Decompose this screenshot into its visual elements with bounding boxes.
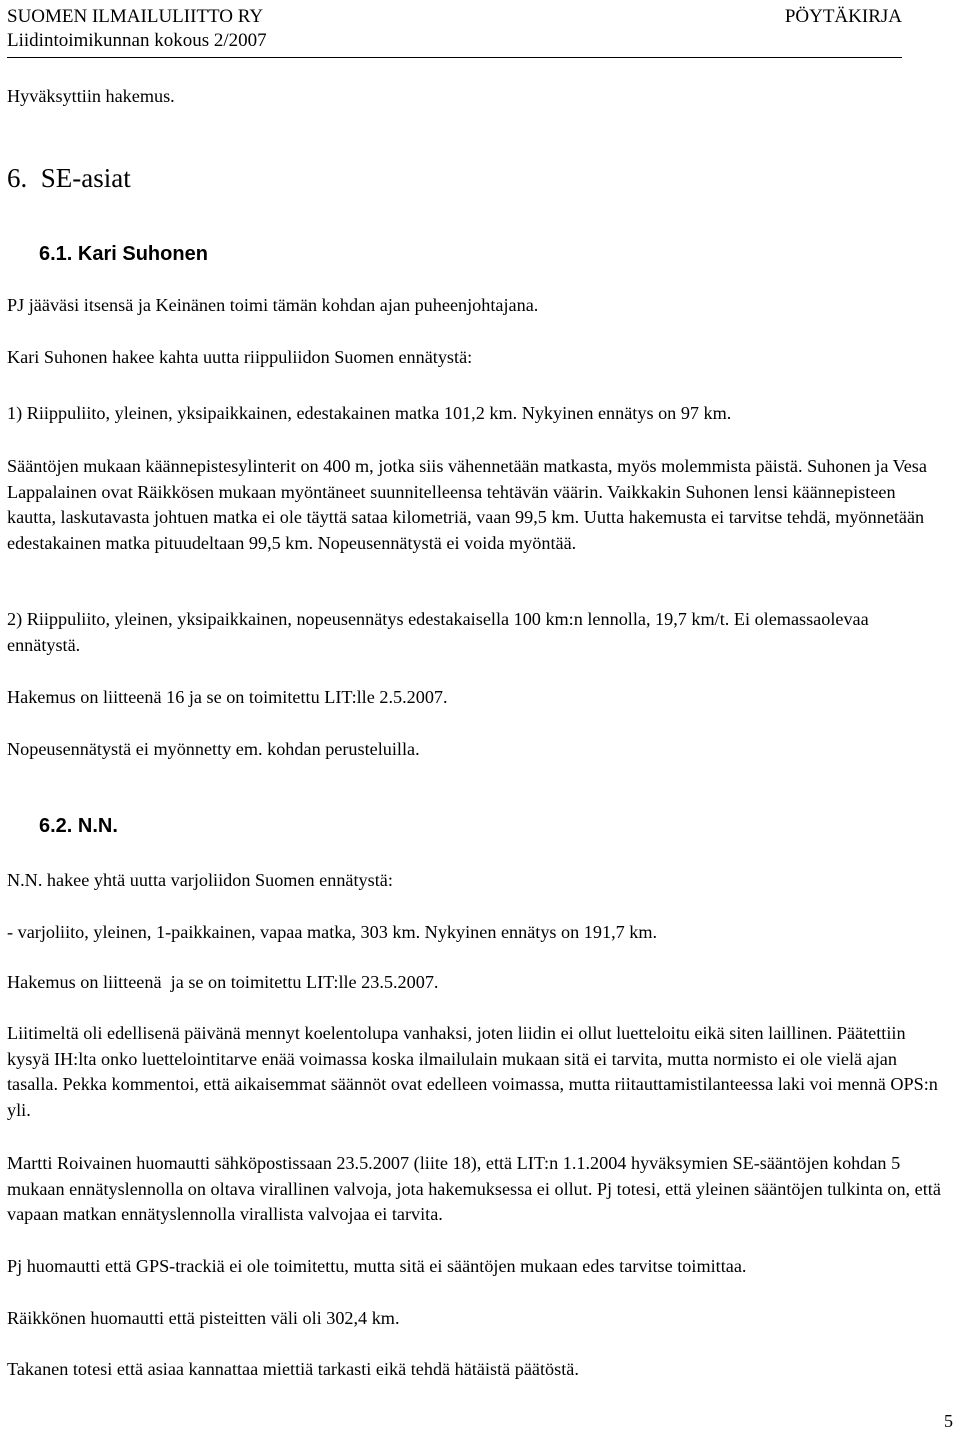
paragraph: Takanen totesi että asiaa kannattaa miettiä tarkasti eikä tehdä hätäistä päätöstä. bbox=[7, 1359, 579, 1379]
organization-name: SUOMEN ILMAILULIITTO RY bbox=[7, 6, 264, 27]
paragraph: N.N. hakee yhtä uutta varjoliidon Suomen ennätystä: bbox=[7, 870, 393, 890]
document-type: PÖYTÄKIRJA bbox=[784, 6, 902, 27]
page-header bbox=[7, 5, 902, 58]
paragraph: - varjoliito, yleinen, 1-paikkainen, vapaa matka, 303 km. Nykyinen ennätys on 191,7 km. bbox=[7, 922, 658, 942]
paragraph: Martti Roivainen huomautti sähköpostissaan 23.5.2007 (liite 18), että LIT:n 1.1.2004 hyväksymien SE-sääntöjen kohdan 5 mukaan ennätyslennolla on oltava virallinen valvoja, jota hakemuksessa ei ollut. Pj totesi, että yleinen sääntöjen tulkinta on, että vapaan matkan ennätyslennolla virallista valvojaa ei tarvita. bbox=[7, 1153, 941, 1225]
paragraph: Pj huomautti että GPS-trackiä ei ole toimitettu, mutta sitä ei sääntöjen mukaan edes tarvitse toimittaa. bbox=[7, 1256, 747, 1276]
header-top-row bbox=[7, 5, 902, 29]
subsection-heading-6-2: 6.2. N.N. bbox=[39, 815, 118, 837]
paragraph: Hakemus on liitteenä 16 ja se on toimitettu LIT:lle 2.5.2007. bbox=[7, 687, 448, 707]
paragraph: 2) Riippuliito, yleinen, yksipaikkainen, nopeusennätys edestakaisella 100 km:n lennolla, 19,7 km/t. Ei olemassaolevaa ennätystä. bbox=[7, 609, 869, 655]
paragraph: Kari Suhonen hakee kahta uutta riippuliidon Suomen ennätystä: bbox=[7, 347, 473, 367]
intro-paragraph: Hyväksyttiin hakemus. bbox=[7, 86, 175, 106]
meeting-name: Liidintoimikunnan kokous 2/2007 bbox=[7, 30, 267, 51]
paragraph: Nopeusennätystä ei myönnetty em. kohdan perusteluilla. bbox=[7, 739, 420, 759]
paragraph: Liitimeltä oli edellisenä päivänä mennyt koelentolupa vanhaksi, joten liidin ei ollut luetteloitu eikä siten laillinen. Päätettiin kysyä IH:lta onko luettelointitarve enää voimassa koska ilmailulain mukaan sitä ei tarvita, mutta normisto ei ole vielä ajan tasalla. Pekka kommentoi, että aikaisemmat säännöt ovat edelleen voimassa, mutta riitauttamistilanteessa laki voi mennä OPS:n yli. bbox=[7, 1023, 938, 1120]
paragraph: Räikkönen huomautti että pisteitten väli oli 302,4 km. bbox=[7, 1308, 400, 1328]
section-heading: 6. SE-asiat bbox=[7, 163, 131, 193]
paragraph: Hakemus on liitteenä ja se on toimitettu LIT:lle 23.5.2007. bbox=[7, 972, 439, 992]
paragraph: PJ jääväsi itsensä ja Keinänen toimi tämän kohdan ajan puheenjohtajana. bbox=[7, 295, 539, 315]
paragraph: 1) Riippuliito, yleinen, yksipaikkainen, edestakainen matka 101,2 km. Nykyinen ennätys on 97 km. bbox=[7, 403, 732, 423]
paragraph: Sääntöjen mukaan käännepistesylinterit on 400 m, jotka siis vähennetään matkasta, myös molemmista päistä. Suhonen ja Vesa Lappalainen ovat Räikkösen mukaan myöntäneet suunnitelleensa tehtävän väärin. Vaikkakin Suhonen lensi käännepisteen kautta, laskutavasta johtuen matka ei ole täyttä sataa kilometriä, vaan 99,5 km. Uutta hakemusta ei tarvitse tehdä, myönnetään edestakainen matka pituudeltaan 99,5 km. Nopeusennätystä ei voida myöntää. bbox=[7, 456, 927, 553]
subsection-heading-6-1: 6.1. Kari Suhonen bbox=[39, 243, 208, 265]
page-number: 5 bbox=[944, 1411, 953, 1431]
